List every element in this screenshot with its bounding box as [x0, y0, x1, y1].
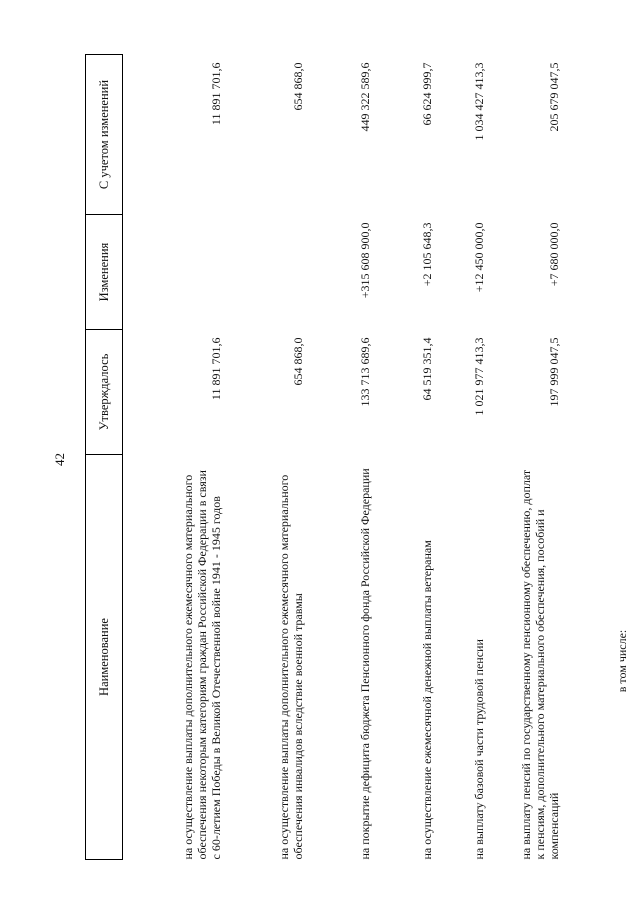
- row-approved: 11 891 701,6: [209, 337, 223, 401]
- table-row: [379, 55, 441, 860]
- row-name: на осуществление ежемесячной денежной выплаты ветеранам: [420, 540, 434, 860]
- table-row: [230, 55, 312, 860]
- header-total: С учетом изменений: [86, 55, 123, 215]
- row-change: [230, 215, 312, 330]
- row-total: 654 868,0: [291, 62, 305, 111]
- row-name: на осуществление выплаты дополнительного ежемесячного материального обеспечения инвалидов вследствие военной травмы: [277, 474, 305, 860]
- table-row: [441, 55, 493, 860]
- header-change: Изменения: [86, 215, 123, 330]
- row-approved: 64 519 351,4: [420, 337, 434, 401]
- row-total: 205 679 047,5: [547, 62, 561, 132]
- header-approved: Утверждалось: [86, 330, 123, 455]
- row-name: на выплату базовой части трудовой пенсии: [472, 639, 486, 860]
- row-approved: 133 713 689,6: [358, 337, 372, 407]
- row-approved: 654 868,0: [291, 337, 305, 386]
- row-change: +2 105 648,3: [420, 222, 434, 287]
- table-row: [493, 55, 568, 860]
- budget-table: [85, 54, 635, 860]
- empty-cell: [568, 215, 635, 330]
- table-row: [123, 55, 231, 860]
- row-change: +7 680 000,0: [547, 222, 561, 287]
- row-total: 66 624 999,7: [420, 62, 434, 126]
- row-name: на покрытие дефицита бюджета Пенсионного фонда Российской Федерации: [358, 468, 372, 860]
- row-name: на осуществление выплаты дополнительного ежемесячного материального обеспечения некоторым категориям граждан Российской Федерации в связи с 60-летием Победы в Великой Отечественной войне 1941 - 1945 годов: [181, 470, 223, 860]
- table-row: [312, 55, 379, 860]
- row-change: +12 450 000,0: [472, 222, 486, 293]
- row-total: 1 034 427 413,3: [472, 62, 486, 141]
- subheading-row: [568, 55, 635, 860]
- row-approved: 197 999 047,5: [547, 337, 561, 407]
- subheading-including: в том числе:: [615, 629, 629, 693]
- row-approved: 1 021 977 413,3: [472, 337, 486, 416]
- rotated-table-wrapper: [85, 55, 629, 860]
- table-header-row: [86, 55, 123, 860]
- row-total: 449 322 589,6: [358, 62, 372, 132]
- row-name: на выплату пенсий по государственному пенсионному обеспечению, доплат к пенсиям, дополнительного материального обеспечения, пособий и компенсаций: [519, 469, 561, 860]
- header-name: Наименование: [86, 455, 123, 860]
- page-number: 42: [52, 453, 67, 467]
- row-change: [123, 215, 231, 330]
- row-total: 11 891 701,6: [209, 62, 223, 126]
- empty-cell: [568, 330, 635, 455]
- empty-cell: [568, 55, 635, 215]
- row-change: +315 608 900,0: [358, 222, 372, 299]
